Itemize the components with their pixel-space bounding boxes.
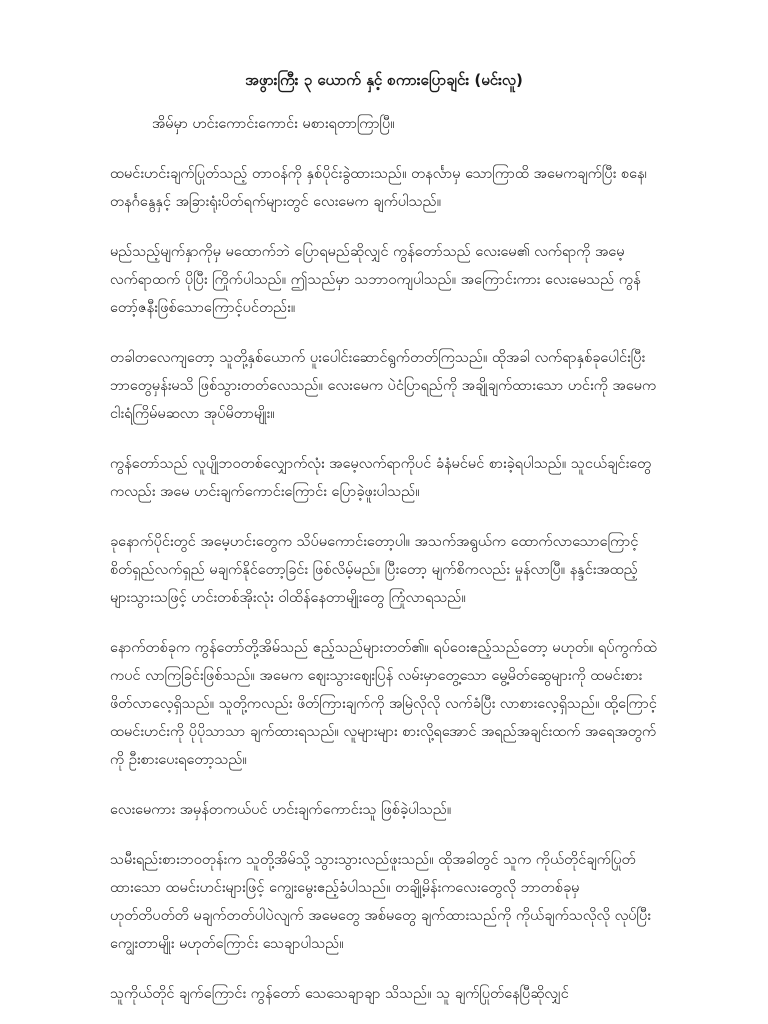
document-title: အဖွားကြီး ၃ ယောက် နှင့် စကားပြောချင်း (မင်းလူ) [245, 71, 523, 89]
paragraph: အိမ်မှာ ဟင်းကောင်းကောင်း မစားရတာကြာပြီ။ [152, 116, 395, 132]
paragraph: ခုနောက်ပိုင်းတွင် အမေ့ဟင်းတွေက သိပ်မကောင်းတော့ပါ။ အသက်အရွယ်က ထောက်လာသောကြောင့် စိတ်ရှည်လက်ရှည် မချက်နိုင်တော့ခြင်း ဖြစ်လိမ့်မည်။ ပြီးတော့ မျက်စိကလည်း မှုန်လာပြီ။ နန္ဒင်းအထည့်များသွားသဖြင့် ဟင်းတစ်အိုးလုံး ဝါထိန်နေတာမျိုးတွေ ကြုံလာရသည်။ [110, 534, 639, 606]
paragraph: လေးမေကား အမှန်တကယ်ပင် ဟင်းချက်ကောင်းသူ ဖြစ်ခဲ့ပါသည်။ [110, 802, 452, 818]
paragraph: တခါတလေကျတော့ သူတို့နှစ်ယောက် ပူးပေါင်းဆောင်ရွက်တတ်ကြသည်။ ထိုအခါ လက်ရာနှစ်ခုပေါင်းပြီး ဘာတွေမှန်းမသိ ဖြစ်သွားတတ်လေသည်။ လေးမေက ပဲငံပြာရည်ကို အချိုချက်ထားသော ဟင်းကို အမေက ငါးရံကြိမ်မဆလာ အုပ်မိတာမျိုး။ [110, 350, 657, 422]
paragraph: ကွန်တော်သည် လူပျိုဘဝတစ်လျှောက်လုံး အမေ့လက်ရာကိုပင် ခံနံမင်မင် စားခဲ့ရပါသည်။ သူငယ်ချင်းတွေကလည်း အမေ ဟင်းချက်ကောင်းကြောင်း ပြောခဲ့ဖူးပါသည်။ [110, 456, 652, 500]
paragraph: နောက်တစ်ခုက ကွန်တော်တို့အိမ်သည် ဧည့်သည်များတတ်၏။ ရပ်ဝေးဧည့်သည်တော့ မဟုတ်။ ရပ်ကွက်ထဲကပင် လာကြခြင်းဖြစ်သည်။ အမေက ဈေးသွားဈေးပြန် လမ်းမှာတွေ့သော မွေ့မိတ်ဆွေများကို ထမင်းစားဖိတ်လာလေ့ရှိသည်။ သူတို့ကလည်း ဖိတ်ကြားချက်ကို အမြဲလိုလို လက်ခံပြီး လာစားလေ့ရှိသည်။ ထို့ကြောင့် ထမင်းဟင်းကို ပိုပိုသာသာ ချက်ထားရသည်။ လူများများ စားလို့ရအောင် အရည်အချင်းထက် အရေအတွက်ကို ဦးစားပေးရတော့သည်။ [110, 640, 657, 768]
paragraph: မည်သည့်မျက်နှာကိုမှ မထောက်ဘဲ ပြောရမည်ဆိုလျှင် ကွန်တော်သည် လေးမေ၏ လက်ရာကို အမေ့လက်ရာထက် ပိုပြီး ကြိုက်ပါသည်။ ဤသည်မှာ သဘာဝကျပါသည်။ အကြောင်းကား လေးမေသည် ကွန်တော့်ဇနီးဖြစ်သောကြောင့်ပင်တည်း။ [110, 244, 641, 316]
paragraph: ထမင်းဟင်းချက်ပြုတ်သည့် တာဝန်ကို နှစ်ပိုင်းခွဲထားသည်။ တနင်္လာမှ သောကြာထိ အမေကချက်ပြီး စနေ၊တနင်္ဂနွေနှင့် အခြားရုံးပိတ်ရက်များတွင် လေးမေက ချက်ပါသည်။ [110, 166, 647, 210]
paragraph: သမီးရည်းစားဘဝတုန်းက သူတို့အိမ်သို့ သွားသွားလည်ဖူးသည်။ ထိုအခါတွင် သူက ကိုယ်တိုင်ချက်ပြုတ်ထားသော ထမင်းဟင်းများဖြင့် ကျွေးမွေးဧည့်ခံပါသည်။ တချို့မိန်းကလေးတွေလို ဘာတစ်ခုမှ ဟုတ်တိပတ်တိ မချက်တတ်ပါပဲလျက် အမေတွေ အစ်မတွေ ချက်ထားသည်ကို ကိုယ်ချက်သလိုလို လုပ်ပြီးကျွေးတာမျိုး မဟုတ်ကြောင်း သေချာပါသည်။ [110, 852, 651, 952]
paragraph: သူကိုယ်တိုင် ချက်ကြောင်း ကွန်တော် သေသေချာချာ သိသည်။ သူ ချက်ပြုတ်နေပြီဆိုလျှင် [110, 986, 569, 1002]
